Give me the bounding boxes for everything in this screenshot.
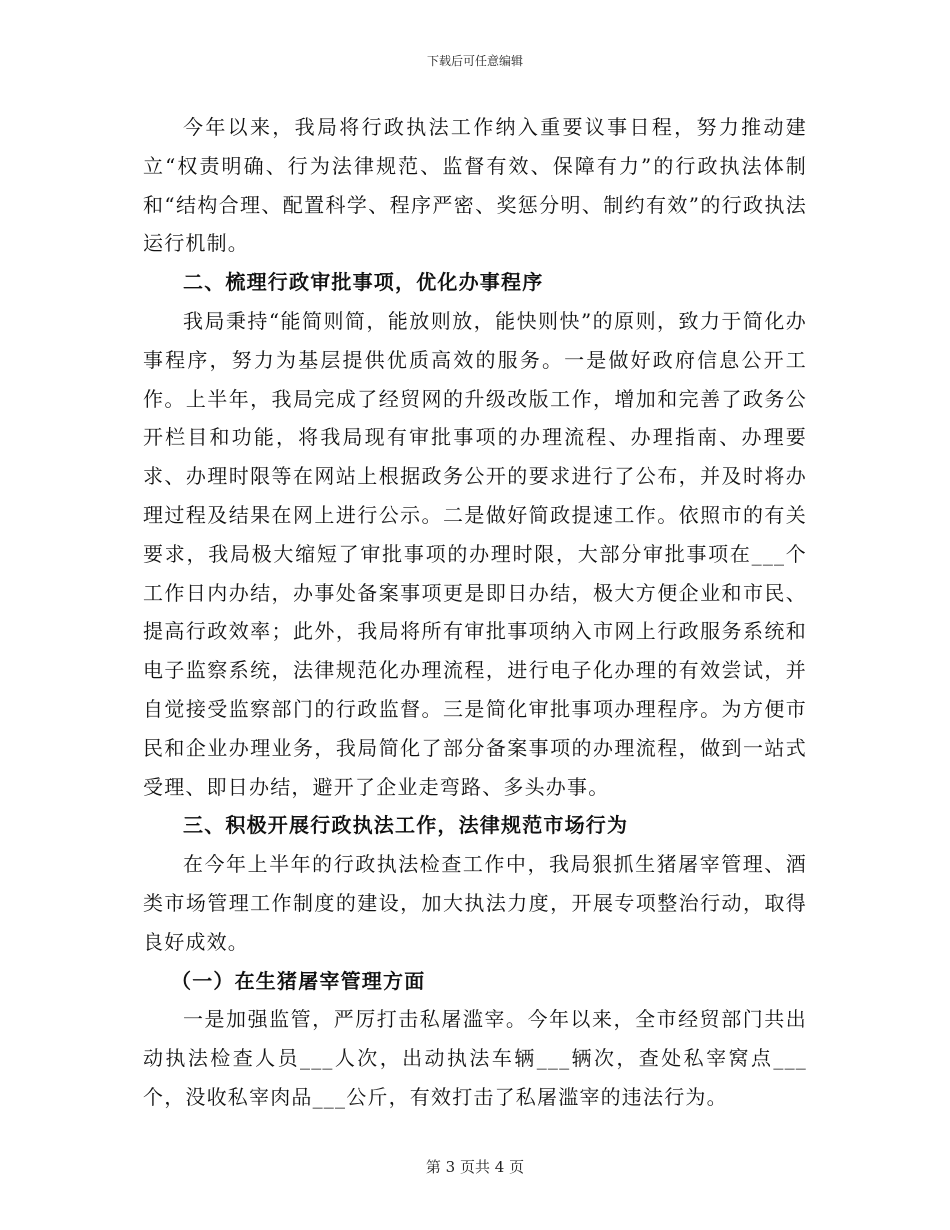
subsection-heading-1: （一）在生猪屠宰管理方面: [171, 968, 426, 993]
paragraph-intro: 今年以来，我局将行政执法工作纳入重要议事日程，努力推动建立“权责明确、行为法律规范、监督有效、保障有力”的行政执法体制和“结构合理、配置科学、程序严密、奖惩分明、制约有效”的行政执法运行机制。: [143, 115, 807, 256]
paragraph-slaughter: 一是加强监管，严厉打击私屠滥宰。今年以来，全市经贸部门共出动执法检查人员___人次，出动执法车辆___辆次，查处私宰窝点___个，没收私宰肉品___公斤，有效打击了私屠滥宰的违法行为。: [143, 1007, 807, 1109]
paragraph-approval: 我局秉持“能简则简，能放则放，能快则快”的原则，致力于简化办事程序，努力为基层提供优质高效的服务。一是做好政府信息公开工作。上半年，我局完成了经贸网的升级改版工作，增加和完善了政务公开栏目和功能，将我局现有审批事项的办理流程、办理指南、办理要求、办理时限等在网站上根据政务公开的要求进行了公布，并及时将办理过程及结果在网上进行公示。二是做好简政提速工作。依照市的有关要求，我局极大缩短了审批事项的办理时限，大部分审批事项在___个工作日内办结，办事处备案事项更是即日办结，极大方便企业和市民、提高行政效率；此外，我局将所有审批事项纳入市网上行政服务系统和电子监察系统，法律规范化办理流程，进行电子化办理的有效尝试，并自觉接受监察部门的行政监督。三是简化审批事项办理程序。为方便市民和企业办理业务，我局简化了部分备案事项的办理流程，做到一站式受理、即日办结，避开了企业走弯路、多头办事。: [143, 308, 807, 799]
document-body: [143, 108, 807, 1117]
paragraph-enforcement: 在今年上半年的行政执法检查工作中，我局狠抓生猪屠宰管理、酒类市场管理工作制度的建设，加大执法力度，开展专项整治行动，取得良好成效。: [143, 852, 807, 954]
section-heading-2: 二、梳理行政审批事项，优化办事程序: [183, 270, 544, 295]
section-heading-3: 三、积极开展行政执法工作，法律规范市场行为: [183, 813, 629, 838]
page-number: 第 3 页共 4 页: [425, 1158, 525, 1176]
page-header: 下载后可任意编辑: [426, 54, 523, 68]
